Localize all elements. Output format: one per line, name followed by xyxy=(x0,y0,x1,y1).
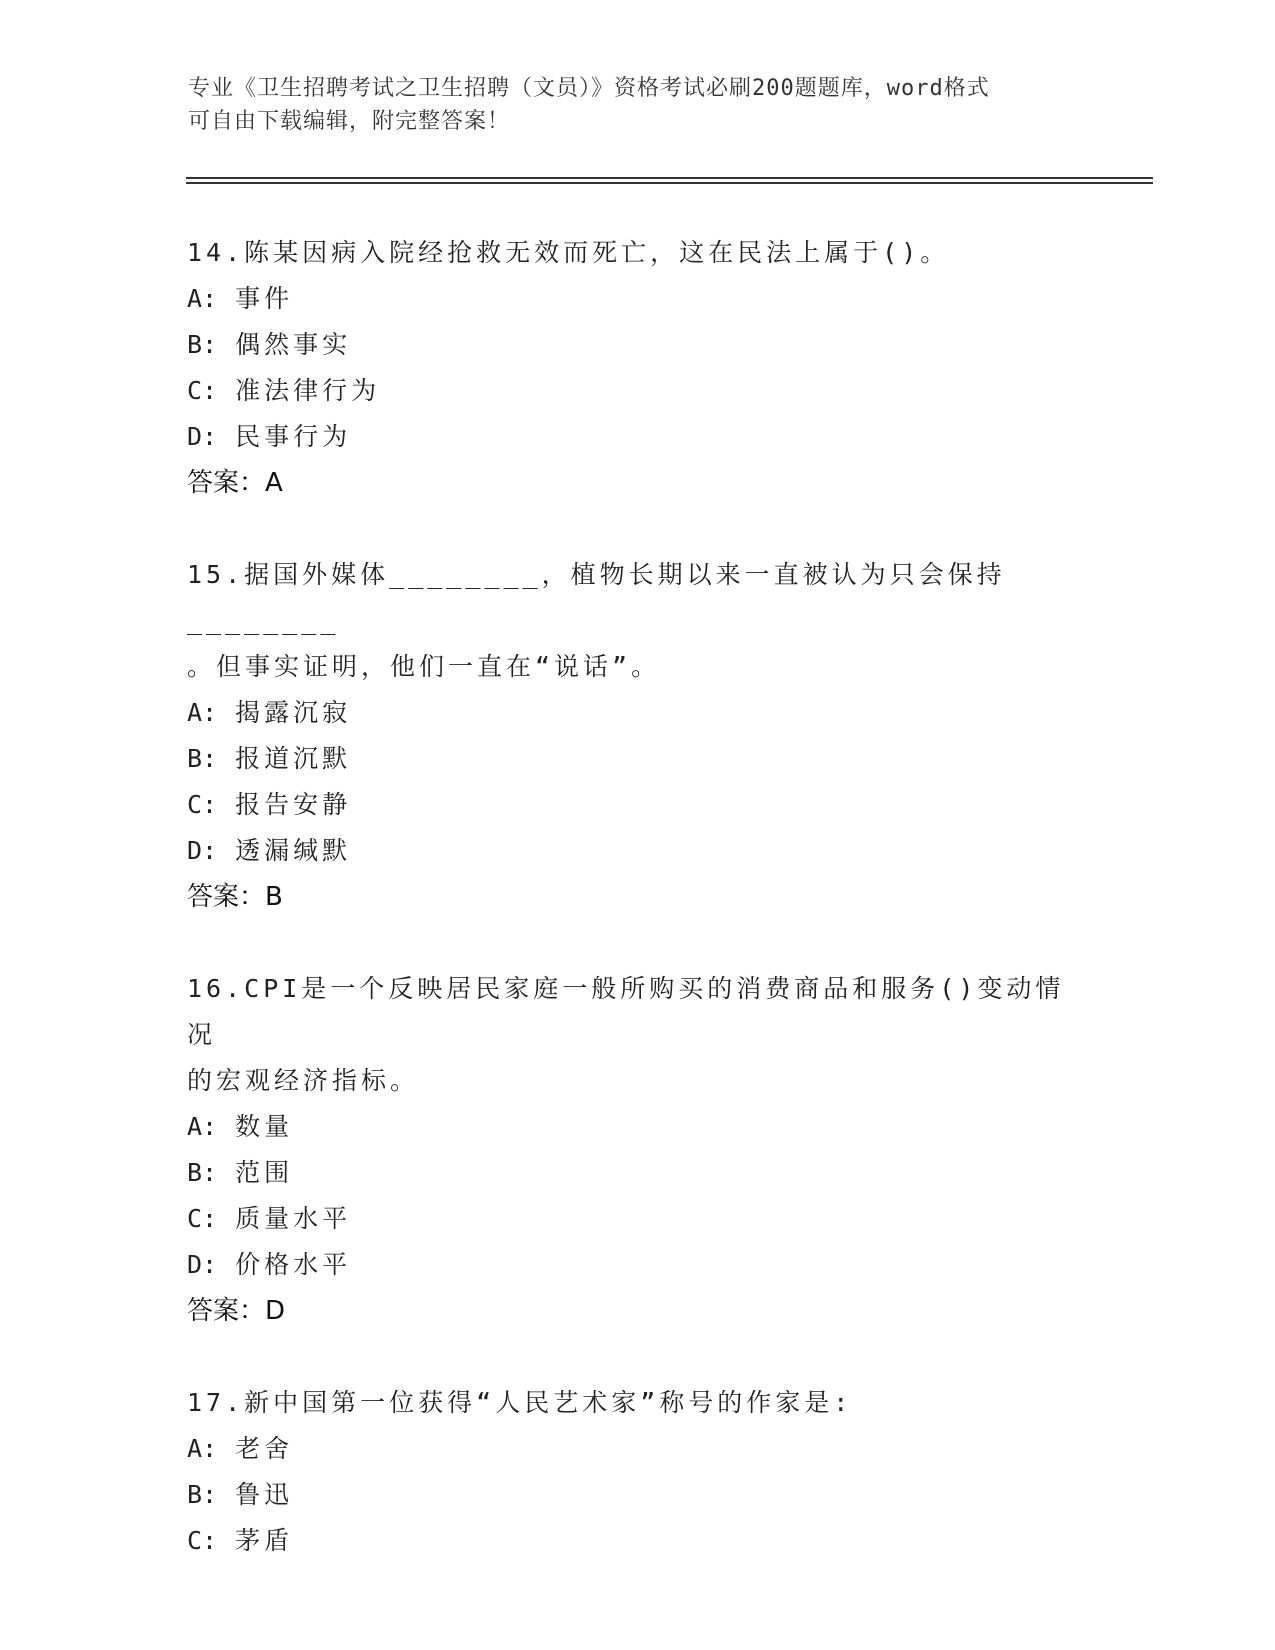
option-a: A: 事件 xyxy=(187,284,294,313)
document-header xyxy=(188,72,1068,138)
header-rule-top xyxy=(186,177,1153,179)
question-list xyxy=(187,230,1087,1564)
header-line-1: 专业《卫生招聘考试之卫生招聘（文员）》资格考试必刷200题题库，word格式 xyxy=(188,76,990,101)
option-b: B: 偶然事实 xyxy=(187,330,352,359)
question-text: 17.新中国第一位获得“人民艺术家”称号的作家是: xyxy=(187,1388,853,1417)
question-text-continued: 的宏观经济指标。 xyxy=(187,1066,420,1095)
option-a: A: 老舍 xyxy=(187,1434,294,1463)
option-d: D: 透漏缄默 xyxy=(187,836,352,865)
answer: 答案：D xyxy=(187,1296,286,1326)
question-text: 15.据国外媒体________，植物长期以来一直被认为只会保持________ xyxy=(187,560,1006,635)
option-a: A: 数量 xyxy=(187,1112,294,1141)
option-b: B: 鲁迅 xyxy=(187,1480,294,1509)
question-text-continued: 。但事实证明，他们一直在“说话”。 xyxy=(187,652,661,681)
option-a: A: 揭露沉寂 xyxy=(187,698,352,727)
header-line-2: 可自由下载编辑，附完整答案！ xyxy=(188,109,511,134)
option-c: C: 质量水平 xyxy=(187,1204,352,1233)
answer: 答案：B xyxy=(187,882,283,912)
option-d: D: 民事行为 xyxy=(187,422,352,451)
question-14 xyxy=(187,230,1087,506)
question-15 xyxy=(187,552,1087,920)
option-c: C: 报告安静 xyxy=(187,790,352,819)
option-c: C: 准法律行为 xyxy=(187,376,381,405)
option-c: C: 茅盾 xyxy=(187,1526,294,1555)
option-d: D: 价格水平 xyxy=(187,1250,352,1279)
question-16 xyxy=(187,966,1087,1334)
header-rule-bottom xyxy=(186,182,1153,184)
answer: 答案：A xyxy=(187,468,283,498)
question-text: 16.CPI是一个反映居民家庭一般所购买的消费商品和服务()变动情况 xyxy=(187,974,1065,1049)
question-17 xyxy=(187,1380,1087,1564)
option-b: B: 范围 xyxy=(187,1158,294,1187)
option-b: B: 报道沉默 xyxy=(187,744,352,773)
question-text: 14.陈某因病入院经抢救无效而死亡，这在民法上属于()。 xyxy=(187,238,950,267)
